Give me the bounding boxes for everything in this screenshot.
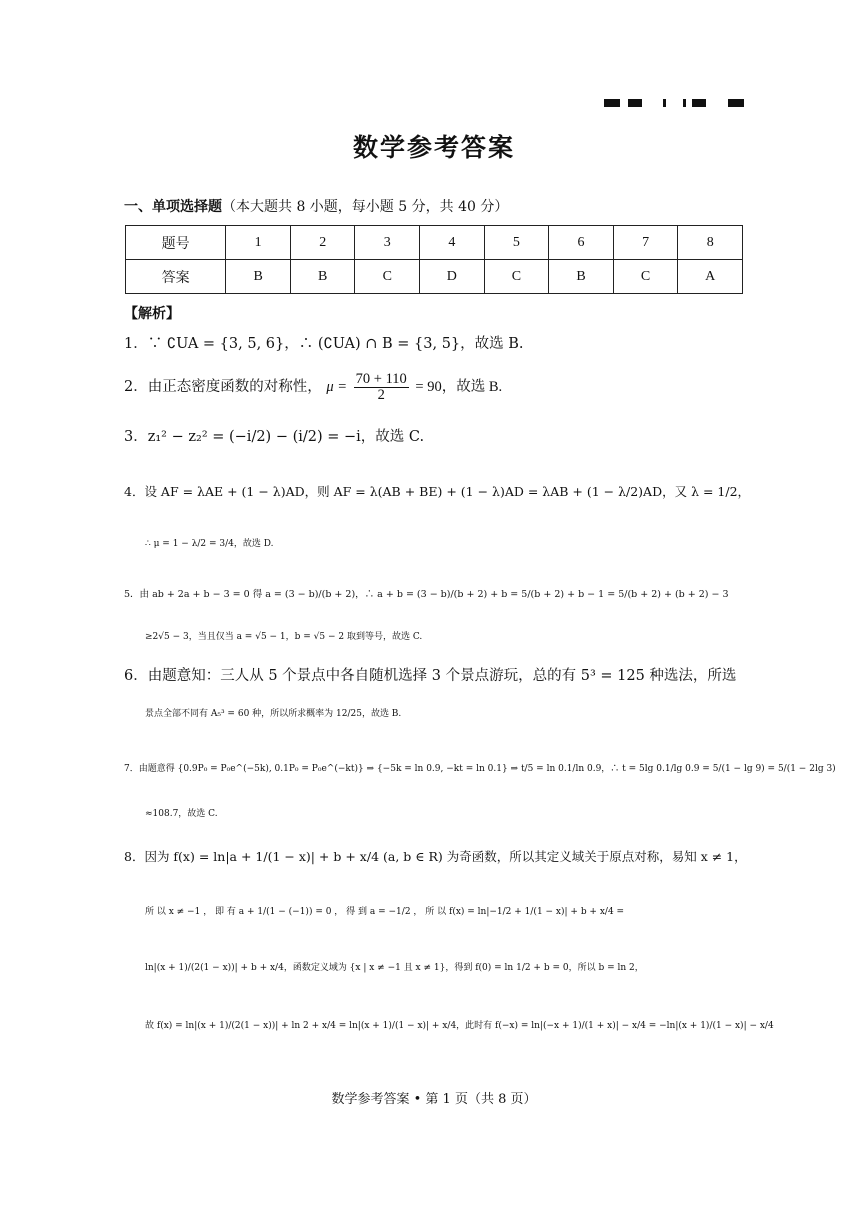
table-cell: 7 xyxy=(613,226,678,260)
section-label: 一、单项选择题 xyxy=(124,199,222,215)
solution-number: 7． xyxy=(124,764,139,774)
solution-3 xyxy=(124,430,754,445)
solution-number: 5． xyxy=(124,589,140,600)
math-fraction xyxy=(354,372,409,402)
solution-6-line-1 xyxy=(124,669,754,684)
table-cell: 8 xyxy=(678,226,743,260)
solution-7-line-1 xyxy=(124,764,836,774)
solution-text: 由题意得 {0.9P₀ = P₀e^(−5k), 0.1P₀ = P₀e^(−kt)} ⇒ {−5k = ln 0.9, −kt = ln 0.1} ⇒ t/5 = ln 0.1/ln 0.9，∴ t = 5lg 0.1/lg 0.9 = 5/(1 − lg 9) = 5/(1 − 2lg 3) xyxy=(138,764,836,774)
solution-4-line-1 xyxy=(124,486,754,499)
solution-text: ∵ ∁UA = {3, 5, 6}，∴ (∁UA) ∩ B = {3, 5}，故选 B. xyxy=(147,336,524,352)
solution-number: 6． xyxy=(124,668,148,684)
solution-text: = 90，故选 B. xyxy=(415,379,503,395)
table-cell: B xyxy=(226,260,291,294)
page-title: 数学参考答案 xyxy=(352,133,515,162)
table-cell: 6 xyxy=(549,226,614,260)
solution-5-line-1 xyxy=(124,590,754,600)
table-cell: C xyxy=(484,260,549,294)
table-row xyxy=(126,260,743,294)
solution-text: 由正态密度函数的对称性， xyxy=(147,379,322,395)
solution-number: 2． xyxy=(124,379,148,395)
section-note: （本大题共 8 小题，每小题 5 分，共 40 分） xyxy=(222,199,509,215)
answer-table xyxy=(125,225,743,294)
solution-text: 设 AF = λAE + (1 − λ)AD，则 AF = λ(AB + BE) + (1 − λ)AD = λAB + (1 − λ/2)AD，又 λ = 1/2， xyxy=(144,484,751,499)
solution-text: ≈108.7，故选 C. xyxy=(145,809,218,819)
row-header-answer: 答案 xyxy=(126,260,226,294)
table-row xyxy=(126,226,743,260)
table-cell: A xyxy=(678,260,743,294)
fraction-numerator: 70 + 110 xyxy=(355,371,407,387)
solution-text: 由 ab + 2a + b − 3 = 0 得 a = (3 − b)/(b + 2)，∴ a + b = (3 − b)/(b + 2) + b = 5/(b + 2) + b − 1 = 5/(b + 2) + (b + 2) − 3 xyxy=(139,589,729,600)
solution-text: 故 f(x) = ln|(x + 1)/(2(1 − x))| + ln 2 + x/4 = ln|(x + 1)/(1 − x)| + x/4，此时有 f(−x) = ln|(−x + 1)/(1 + x)| − x/4 = −ln|(x + 1)/(1 − x)| − x/4 xyxy=(145,1021,774,1031)
solution-7-line-2 xyxy=(145,810,775,819)
table-cell: C xyxy=(355,260,420,294)
table-cell: B xyxy=(549,260,614,294)
solution-number: 8． xyxy=(124,849,145,864)
solution-8-line-1 xyxy=(124,851,754,864)
solution-text: 景点全部不同有 A₅³ = 60 种，所以所求概率为 12/25，故选 B. xyxy=(145,709,402,719)
table-cell: 4 xyxy=(420,226,485,260)
table-cell: 1 xyxy=(226,226,291,260)
solution-text: 所 以 x ≠ −1 ， 即 有 a + 1/(1 − (−1)) = 0 ， 得 到 a = −1/2 ， 所 以 f(x) = ln|−1/2 + 1/(1 − x)| + b + x/4 = xyxy=(145,907,625,917)
table-cell: D xyxy=(420,260,485,294)
solution-text: 由题意知：三人从 5 个景点中各自随机选择 3 个景点游玩，总的有 5³ = 125 种选法，所选 xyxy=(147,668,737,684)
table-cell: 2 xyxy=(290,226,355,260)
solution-number: 3． xyxy=(124,429,148,445)
solution-8-line-4 xyxy=(145,1022,775,1031)
solution-text: ln|(x + 1)/(2(1 − x))| + b + x/4，函数定义域为 {x | x ≠ −1 且 x ≠ 1}，得到 f(0) = ln 1/2 + b = 0，所以 b = ln 2， xyxy=(145,963,644,973)
solution-number: 4． xyxy=(124,484,145,499)
table-cell: C xyxy=(613,260,678,294)
solution-8-line-2 xyxy=(145,908,775,917)
table-cell: B xyxy=(290,260,355,294)
solution-text: 因为 f(x) = ln|a + 1/(1 − x)| + b + x/4 (a, b ∈ R) 为奇函数，所以其定义域关于原点对称，易知 x ≠ 1， xyxy=(144,849,747,864)
solution-number: 1． xyxy=(124,336,148,352)
table-cell: 5 xyxy=(484,226,549,260)
solution-1 xyxy=(124,337,754,352)
section-heading xyxy=(124,196,508,216)
solution-2 xyxy=(124,372,754,402)
solution-8-line-3 xyxy=(145,964,775,973)
row-header-number: 题号 xyxy=(126,226,226,260)
solution-text: z₁² − z₂² = (−i/2) − (i/2) = −i，故选 C. xyxy=(147,429,425,445)
fraction-denominator: 2 xyxy=(377,386,385,403)
solution-5-line-2 xyxy=(145,633,775,642)
solution-text: ∴ μ = 1 − λ/2 = 3/4，故选 D. xyxy=(145,539,274,549)
analysis-heading: 【解析】 xyxy=(124,306,180,322)
solution-6-line-2 xyxy=(145,710,775,719)
table-cell: 3 xyxy=(355,226,420,260)
page-footer: 数学参考答案 • 第 1 页（共 8 页） xyxy=(331,1092,537,1107)
math-mu: μ = xyxy=(326,379,348,395)
solution-text: ≥2√5 − 3，当且仅当 a = √5 − 1，b = √5 − 2 取到等号，故选 C. xyxy=(145,632,423,642)
solution-4-line-2 xyxy=(145,540,775,549)
